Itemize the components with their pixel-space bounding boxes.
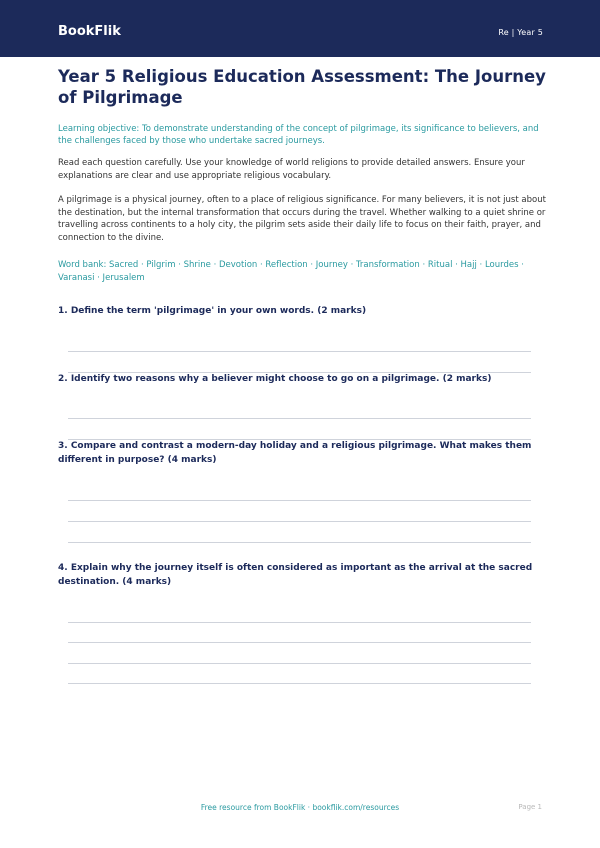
- answer-line[interactable]: [68, 683, 531, 684]
- footer-link[interactable]: Free resource from BookFlik · bookflik.com/resources: [200, 803, 400, 812]
- instructions-text: Read each question carefully. Use your knowledge of world religions to provide detailed answers. Ensure your explanations are clear and use appropriate religious vocabulary.: [58, 158, 525, 181]
- question-4: 4. Explain why the journey itself is often considered as important as the arrival at the sacred destination. (4 marks): [58, 563, 533, 587]
- answer-line[interactable]: [68, 663, 531, 664]
- question-2: 2. Identify two reasons why a believer might choose to go on a pilgrimage. (2 marks): [58, 374, 492, 384]
- brand-logo[interactable]: BookFlik: [58, 24, 121, 39]
- header-meta: Re | Year 5: [498, 28, 543, 37]
- answer-line[interactable]: [68, 521, 531, 522]
- intro-text: A pilgrimage is a physical journey, often to a place of religious significance. For many believers, it is not just about the destination, but the internal transformation that occurs during the travel. Whether walking to a quiet shrine or travelling across continents to a holy city, the pilgrim sets aside their daily life to focus on their faith, prayer, and connection to the divine.: [58, 195, 546, 243]
- answer-line[interactable]: [68, 642, 531, 643]
- answer-line[interactable]: [68, 622, 531, 623]
- word-bank: Word bank: Sacred · Pilgrim · Shrine · Devotion · Reflection · Journey · Transformation · Ritual · Hajj · Lourdes · Varanasi · Jerusalem: [58, 260, 524, 283]
- answer-line[interactable]: [68, 351, 531, 352]
- answer-line[interactable]: [68, 542, 531, 543]
- answer-line[interactable]: [68, 418, 531, 419]
- page-title: Year 5 Religious Education Assessment: The Journey of Pilgrimage: [58, 67, 546, 107]
- answer-line[interactable]: [68, 500, 531, 501]
- learning-objective: Learning objective: To demonstrate understanding of the concept of pilgrimage, its significance to believers, and the challenges faced by those who undertake sacred journeys.: [58, 124, 539, 146]
- page-number: Page 1: [518, 803, 542, 811]
- question-3: 3. Compare and contrast a modern-day holiday and a religious pilgrimage. What makes them different in purpose? (4 marks): [58, 441, 532, 465]
- question-1: 1. Define the term 'pilgrimage' in your own words. (2 marks): [58, 306, 367, 316]
- header-bar: [0, 0, 600, 57]
